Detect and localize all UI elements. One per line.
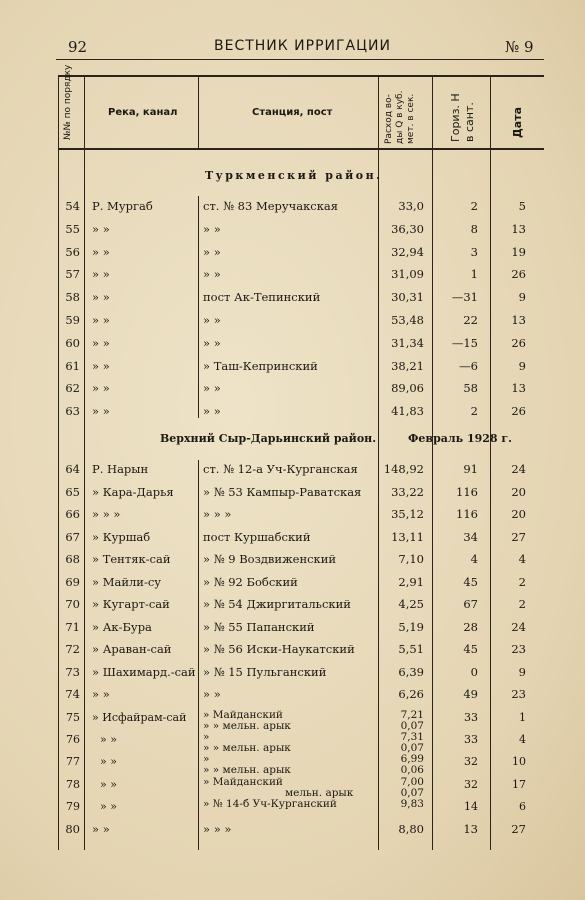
row-flow-line: 9,83	[400, 798, 424, 810]
row-station: » »	[203, 244, 221, 259]
col-head-num: №№ по порядку	[63, 64, 73, 140]
row-level: 33	[464, 733, 478, 746]
header-rule	[56, 59, 544, 60]
row-level: 49	[463, 687, 478, 701]
row-number: 80	[65, 822, 80, 836]
row-river: » Тентяк-сай	[92, 552, 171, 566]
row-number: 60	[65, 335, 80, 350]
row-flow: 32,94	[391, 244, 424, 259]
page-number: 92	[68, 38, 88, 56]
table-row	[0, 642, 585, 664]
row-station: » № 53 Кампыр-Раватская	[203, 484, 362, 499]
row-level: 22	[463, 313, 478, 327]
table-row	[0, 822, 585, 844]
col-head-flow-1: Расход во-	[384, 94, 394, 144]
row-station: пост Куршабский	[203, 529, 311, 544]
table-row	[0, 620, 585, 642]
row-flow: 30,31	[391, 290, 424, 305]
table-row	[0, 404, 585, 426]
row-flow: 33,0	[398, 199, 424, 213]
row-river: Р. Мургаб	[92, 199, 153, 213]
row-flow-line: 0,07	[400, 720, 424, 732]
table-row	[0, 530, 585, 552]
row-river: » »	[92, 822, 110, 836]
row-flow: 35,12	[391, 507, 424, 521]
row-station: » »	[203, 687, 221, 701]
table-row	[0, 290, 585, 312]
row-number: 69	[65, 574, 80, 589]
row-river: » Куршаб	[92, 529, 151, 544]
table-row	[0, 245, 585, 267]
row-level: 0	[470, 664, 478, 679]
row-date: 5	[518, 199, 526, 213]
row-number: 78	[66, 778, 80, 791]
row-level: 2	[470, 199, 478, 213]
row-number: 76	[66, 733, 80, 746]
col-head-level-2: в сант.	[463, 102, 476, 142]
row-river: Р. Нарын	[92, 462, 149, 476]
row-river: » Араван-сай	[92, 642, 172, 656]
row-station: » № 15 Пульганский	[203, 664, 327, 679]
row-number: 77	[66, 755, 80, 768]
row-date: 9	[518, 290, 526, 305]
row-date: 4	[519, 733, 526, 746]
row-number: 67	[65, 529, 80, 544]
row-station-line: » Майданский	[203, 709, 283, 721]
row-river: » Майли-су	[92, 574, 162, 589]
row-river: » »	[92, 267, 110, 282]
row-station: » № 56 Иски-Наукатский	[203, 642, 355, 656]
row-number: 74	[65, 687, 80, 701]
row-number: 68	[65, 552, 80, 566]
row-station: » »	[203, 404, 221, 419]
row-number: 72	[65, 642, 80, 656]
row-station: ст. № 83 Меручакская	[203, 199, 339, 213]
row-date: 13	[511, 221, 526, 236]
row-date: 4	[518, 552, 526, 566]
row-station: » »	[203, 313, 221, 327]
row-level: 2	[470, 404, 478, 419]
table-row	[0, 359, 585, 381]
table-top-rule	[58, 75, 544, 77]
row-date: 2	[518, 574, 526, 589]
row-level: 91	[463, 462, 478, 476]
row-number: 71	[65, 619, 80, 634]
issue-number: № 9	[505, 38, 534, 56]
row-river: » »	[92, 335, 110, 350]
row-station: » Таш-Кепринский	[203, 358, 318, 373]
row-flow: 6,39	[398, 664, 424, 679]
table-row	[0, 267, 585, 289]
row-level: 45	[463, 642, 478, 656]
row-level: —31	[451, 290, 478, 305]
row-number: 54	[65, 199, 80, 213]
row-level: —15	[451, 335, 478, 350]
row-flow: 7,10	[398, 552, 424, 566]
row-station: » № 55 Папанский	[203, 619, 315, 634]
row-flow: 13,11	[391, 529, 424, 544]
table-row	[0, 687, 585, 709]
row-flow-line: 7,21	[400, 709, 424, 721]
row-level: 8	[470, 221, 478, 236]
row-date: 17	[512, 778, 526, 791]
row-level: 3	[470, 244, 478, 259]
row-station-line: » » мельн. арык	[203, 764, 291, 776]
row-station: пост Ак-Тепинский	[203, 290, 321, 305]
row-flow-line: 0,07	[400, 742, 424, 754]
row-flow-line: 6,99	[400, 753, 424, 765]
row-level: 58	[463, 381, 478, 396]
row-flow: 36,30	[391, 221, 424, 236]
row-river: » Кугарт-сай	[92, 597, 170, 611]
row-river: » »	[92, 313, 110, 327]
row-number: 79	[66, 800, 80, 813]
row-river: » »	[92, 244, 110, 259]
row-number: 65	[65, 484, 80, 499]
table-row	[0, 485, 585, 507]
row-number: 63	[65, 404, 80, 419]
row-date: 13	[511, 381, 526, 396]
row-date: 24	[511, 462, 526, 476]
row-flow-line: 0,07	[400, 787, 424, 799]
row-flow: 5,19	[398, 619, 424, 634]
row-station: » № 9 Воздвиженский	[203, 552, 337, 566]
row-river: » »	[92, 221, 110, 236]
row-number: 66	[65, 507, 80, 521]
row-station-line: » Майданский	[203, 776, 283, 788]
row-flow-line: 7,00	[400, 776, 424, 788]
table-row	[0, 313, 585, 335]
row-level: 116	[456, 484, 478, 499]
row-river: » Ак-Бура	[92, 619, 152, 634]
row-station: » »	[203, 221, 221, 236]
col-head-level-1: Гориз. H	[449, 93, 462, 142]
row-level: 67	[463, 597, 478, 611]
journal-title: ВЕСТНИК ИРРИГАЦИИ	[214, 38, 391, 54]
row-number: 59	[65, 313, 80, 327]
row-level: 1	[470, 267, 478, 282]
row-river: » Кара-Дарья	[92, 484, 174, 499]
row-number: 70	[65, 597, 80, 611]
row-number: 75	[66, 711, 80, 724]
row-flow: 89,06	[391, 381, 424, 396]
row-river: » »	[100, 778, 117, 791]
row-flow: 4,25	[398, 597, 424, 611]
col-head-station: Станция, пост	[252, 107, 333, 118]
row-flow: 38,21	[391, 358, 424, 373]
section-date-syrdarya: Февраль 1928 г.	[408, 432, 512, 445]
row-level: 32	[464, 755, 478, 768]
row-level: —6	[459, 358, 478, 373]
row-flow: 5,51	[398, 642, 424, 656]
row-date: 2	[518, 597, 526, 611]
row-number: 55	[65, 221, 80, 236]
row-flow: 31,34	[391, 335, 424, 350]
row-station: » » »	[203, 822, 232, 836]
row-level: 33	[464, 711, 478, 724]
row-station: » № 54 Джиргитальский	[203, 597, 351, 611]
table-row	[0, 199, 585, 221]
row-station-line: » № 14-б Уч-Курганский	[203, 798, 337, 810]
row-date: 20	[511, 484, 526, 499]
row-level: 28	[463, 619, 478, 634]
col-head-flow-3: мет. в сек.	[406, 93, 416, 144]
row-station-line: »	[203, 753, 210, 765]
row-number: 64	[65, 462, 80, 476]
row-level: 34	[463, 529, 478, 544]
row-station: ст. № 12-а Уч-Курганская	[203, 462, 358, 476]
row-date: 20	[511, 507, 526, 521]
row-flow: 2,91	[398, 574, 424, 589]
table-row	[0, 507, 585, 529]
row-date: 6	[519, 800, 526, 813]
row-river: » »	[92, 404, 110, 419]
row-level: 13	[463, 822, 478, 836]
table-row	[0, 552, 585, 574]
row-river: » »	[92, 290, 110, 305]
row-flow: 31,09	[391, 267, 424, 282]
row-station: » »	[203, 335, 221, 350]
row-river: » Шахимард.-сай	[92, 664, 196, 679]
row-river: » » »	[92, 507, 121, 521]
table-row	[0, 665, 585, 687]
row-number: 73	[65, 664, 80, 679]
row-date: 9	[518, 664, 526, 679]
row-flow-line: 0,06	[400, 764, 424, 776]
table-row	[0, 381, 585, 403]
row-river: » »	[100, 755, 117, 768]
row-flow: 41,83	[391, 404, 424, 419]
row-date: 26	[511, 404, 526, 419]
table-head-rule	[58, 148, 544, 150]
row-flow: 6,26	[398, 687, 424, 701]
row-number: 56	[65, 244, 80, 259]
row-level: 14	[464, 800, 478, 813]
row-date: 23	[511, 642, 526, 656]
row-river: » »	[92, 687, 110, 701]
row-date: 19	[511, 244, 526, 259]
row-date: 24	[511, 619, 526, 634]
row-date: 13	[511, 313, 526, 327]
row-date: 27	[511, 529, 526, 544]
table-row	[0, 462, 585, 484]
row-date: 9	[518, 358, 526, 373]
row-number: 58	[65, 290, 80, 305]
row-date: 27	[511, 822, 526, 836]
section-title-turkmen: Туркменский район.	[205, 169, 383, 182]
table-row	[0, 336, 585, 358]
row-level: 45	[463, 574, 478, 589]
col-divider-river-head	[198, 75, 199, 150]
row-flow: 53,48	[391, 313, 424, 327]
row-flow: 8,80	[398, 822, 424, 836]
row-flow-line: 7,31	[400, 731, 424, 743]
col-head-flow-2: ды Q в куб.	[395, 90, 405, 144]
row-number: 57	[65, 267, 80, 282]
row-station-line: »	[203, 731, 210, 743]
row-level: 4	[470, 552, 478, 566]
row-station: » »	[203, 381, 221, 396]
row-station-line: » » мельн. арык	[203, 742, 291, 754]
row-station: » »	[203, 267, 221, 282]
row-level: 32	[464, 778, 478, 791]
row-date: 26	[511, 335, 526, 350]
row-station-line: » » мельн. арык	[203, 720, 291, 732]
row-station: » № 92 Бобский	[203, 574, 298, 589]
row-date: 23	[511, 687, 526, 701]
row-flow: 148,92	[383, 462, 424, 476]
row-station-line: мельн. арык	[285, 787, 354, 799]
row-number: 61	[65, 358, 80, 373]
row-river: » »	[100, 733, 117, 746]
row-flow: 33,22	[391, 484, 424, 499]
row-river: » »	[92, 358, 110, 373]
col-head-river: Река, канал	[108, 107, 178, 118]
table-row	[0, 575, 585, 597]
row-level: 116	[456, 507, 478, 521]
row-date: 1	[519, 711, 526, 724]
table-row	[0, 597, 585, 619]
row-number: 62	[65, 381, 80, 396]
row-date: 26	[511, 267, 526, 282]
table-row	[0, 222, 585, 244]
section-title-syrdarya: Верхний Сыр-Дарьинский район.	[160, 432, 377, 445]
row-date: 10	[512, 755, 526, 768]
row-station: » » »	[203, 507, 232, 521]
row-river: » »	[100, 800, 117, 813]
col-head-date: Дата	[511, 106, 524, 138]
row-river: » Исфайрам-сай	[92, 711, 187, 724]
row-river: » »	[92, 381, 110, 396]
